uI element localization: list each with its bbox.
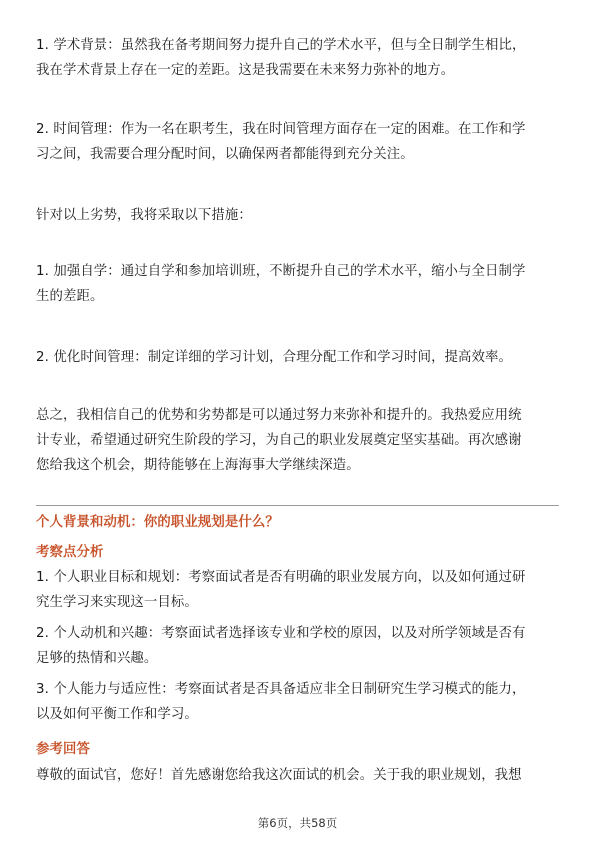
analysis-heading: 考察点分析	[36, 545, 104, 560]
conclusion-paragraph: 总之，我相信自己的优势和劣势都是可以通过努力来弥补和提升的。我热爱应用统 计专业，希望通过研究生阶段的学习，为自己的职业发展奠定坚实基础。再次感谢 您给我这个机会，期待能够在上海海事大学继续深造。	[36, 408, 522, 473]
measure-self-study: 1. 加强自学：通过自学和参加培训班，不断提升自己的学术水平，缩小与全日制学 生的差距。	[36, 264, 526, 304]
page-number: 第6页，共58页	[257, 816, 338, 830]
measure-time-management: 2. 优化时间管理：制定详细的学习计划，合理分配工作和学习时间，提高效率。	[36, 350, 513, 365]
analysis-point-career-goals: 1. 个人职业目标和规划：考察面试者是否有明确的职业发展方向，以及如何通过研 究生学习来实现这一目标。	[36, 570, 526, 610]
answer-heading: 参考回答	[36, 742, 90, 757]
analysis-point-adaptability: 3. 个人能力与适应性：考察面试者是否具备适应非全日制研究生学习模式的能力， 以及如何平衡工作和学习。	[36, 682, 526, 722]
analysis-point-motivation: 2. 个人动机和兴趣：考察面试者选择该专业和学校的原因，以及对所学领域是否有 足够的热情和兴趣。	[36, 626, 526, 666]
measures-intro: 针对以上劣势，我将采取以下措施：	[36, 208, 252, 223]
weakness-time-management: 2. 时间管理：作为一名在职考生，我在时间管理方面存在一定的困难。在工作和学 习之间，我需要合理分配时间，以确保两者都能得到充分关注。	[36, 122, 526, 162]
question-heading: 个人背景和动机：你的职业规划是什么？	[36, 515, 279, 530]
answer-paragraph: 尊敬的面试官，您好！首先感谢您给我这次面试的机会。关于我的职业规划，我想	[36, 768, 522, 783]
section-divider	[36, 505, 559, 506]
weakness-academic-background: 1. 学术背景：虽然我在备考期间努力提升自己的学术水平，但与全日制学生相比， 我在学术背景上存在一定的差距。这是我需要在未来努力弥补的地方。	[36, 38, 526, 78]
